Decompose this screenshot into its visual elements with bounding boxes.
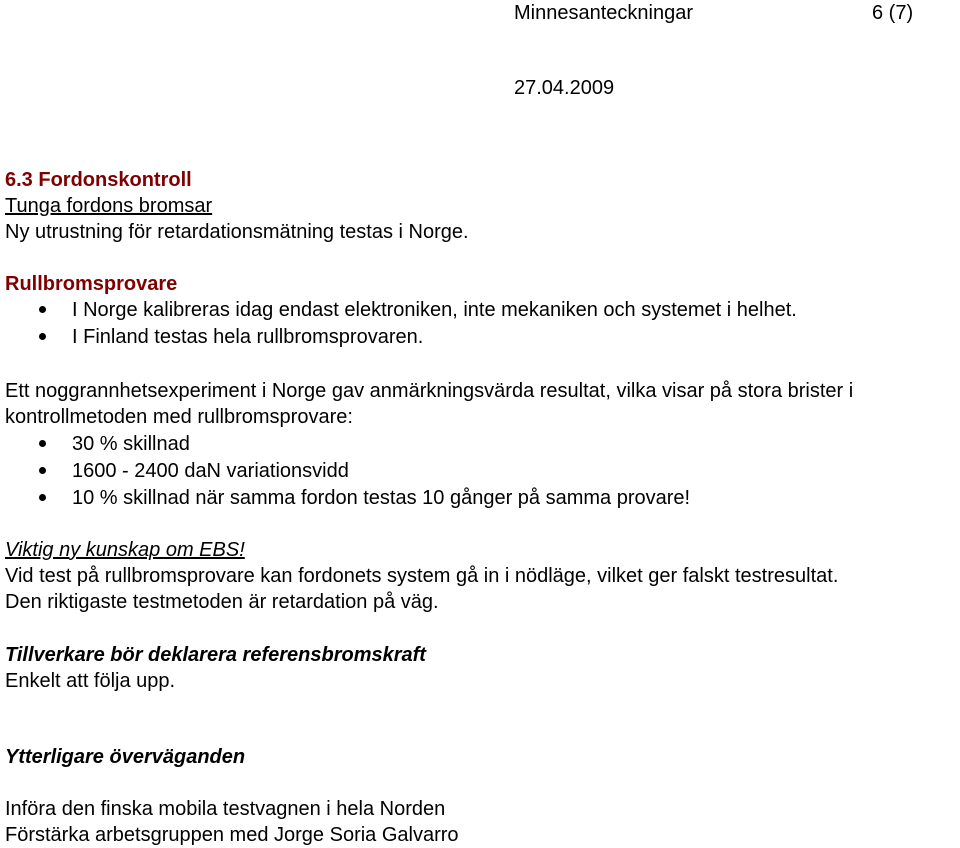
ytterligare-text-line-1: Införa den finska mobila testvagnen i hela Norden [5,798,446,820]
document-date: 27.04.2009 [514,77,615,99]
bullet-dot [39,333,46,340]
tillverkare-text: Enkelt att följa upp. [5,670,176,692]
experiment-bullet-1: 30 % skillnad [72,433,190,455]
rullbroms-bullet-2: I Finland testas hela rullbromsprovaren. [72,326,424,348]
ytterligare-text-line-2: Förstärka arbetsgruppen med Jorge Soria Galvarro [5,824,459,846]
bullet-dot [39,467,46,474]
bullet-dot [39,440,46,447]
rullbroms-heading: Rullbromsprovare [5,273,178,295]
rullbroms-bullet-1: I Norge kalibreras idag endast elektroniken, inte mekaniken och systemet i helhet. [72,299,797,321]
ebs-text-line-2: Den riktigaste testmetoden är retardation på väg. [5,591,439,613]
experiment-bullet-3: 10 % skillnad när samma fordon testas 10 gånger på samma provare! [72,487,691,509]
experiment-text-line-2: kontrollmetoden med rullbromsprovare: [5,406,353,428]
section-intro: Ny utrustning för retardationsmätning testas i Norge. [5,221,469,243]
section-heading: 6.3 Fordonskontroll [5,169,192,191]
ytterligare-heading: Ytterligare överväganden [5,746,246,768]
tillverkare-heading: Tillverkare bör deklarera referensbromskraft [5,644,426,666]
ebs-text-line-1: Vid test på rullbromsprovare kan fordonets system gå in i nödläge, vilket ger falskt testresultat. [5,565,839,587]
experiment-text-line-1: Ett noggrannhetsexperiment i Norge gav anmärkningsvärda resultat, vilka visar på stora brister i [5,380,854,402]
page-number: 6 (7) [872,2,914,24]
ebs-heading: Viktig ny kunskap om EBS! [5,539,245,561]
bullet-dot [39,494,46,501]
document-title: Minnesanteckningar [514,2,693,24]
experiment-bullet-2: 1600 - 2400 daN variationsvidd [72,460,349,482]
bullet-dot [39,306,46,313]
section-subheading: Tunga fordons bromsar [5,195,213,217]
